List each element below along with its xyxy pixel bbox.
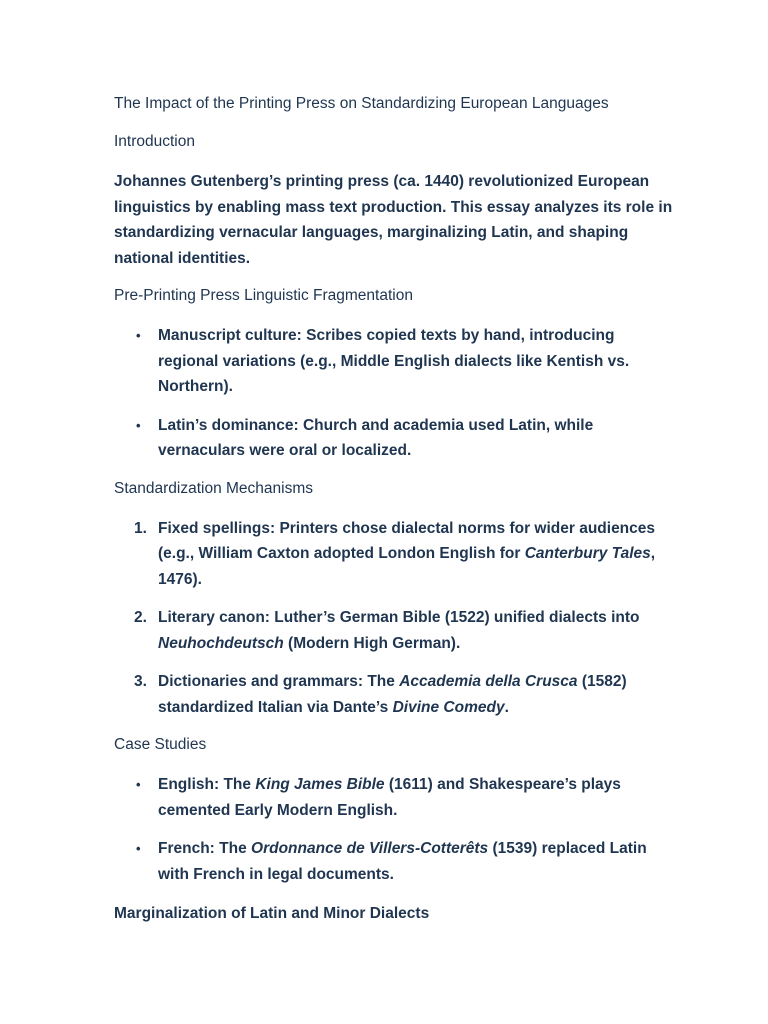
list-item-italic: King James Bible	[255, 776, 385, 793]
list-item-text-end: , 1476).	[158, 545, 656, 588]
list-item-italic: Accademia della Crusca	[399, 673, 578, 690]
list-item	[114, 772, 674, 823]
list-item-text-mid: (1582) standardized Italian via Dante’s	[158, 673, 627, 716]
intro-heading: Introduction	[114, 133, 195, 150]
case-studies-heading: Case Studies	[114, 736, 207, 753]
list-item-text: French: The	[158, 840, 252, 857]
list-item-italic: Canterbury Tales	[524, 545, 651, 562]
bullet-marker: •	[136, 417, 141, 433]
list-number: 2.	[134, 609, 147, 626]
list-item	[114, 516, 674, 593]
list-item	[114, 413, 674, 464]
list-item	[114, 836, 674, 887]
fragmentation-heading: Pre-Printing Press Linguistic Fragmentation	[114, 287, 413, 304]
bullet-marker: •	[136, 841, 141, 856]
list-item-text: English: The	[158, 776, 256, 793]
list-item-text: Literary canon: Luther’s German Bible (1522) unified dialects into	[158, 609, 640, 626]
list-item	[114, 605, 674, 656]
bullet-marker: •	[136, 328, 141, 343]
intro-paragraph: Johannes Gutenberg’s printing press (ca. 1440) revolutionized European linguistics by enabling mass text production. This essay analyzes its role in standardizing vernacular languages, marginalizing Latin, and shaping national identities.	[114, 173, 673, 267]
fragmentation-list	[114, 323, 674, 464]
case-studies-list	[114, 772, 674, 887]
list-item-text: Manuscript culture: Scribes copied texts by hand, introducing regional variations (e.g., Middle English dialects like Kentish vs. Northern).	[158, 327, 630, 395]
list-item-text-end: .	[504, 698, 509, 716]
list-item-text-end: (1611) and Shakespeare’s plays cemented Early Modern English.	[158, 776, 621, 819]
list-item	[114, 669, 674, 720]
list-item-text-end: (Modern High German).	[283, 634, 461, 652]
marginalization-heading: Marginalization of Latin and Minor Dialects	[114, 905, 430, 922]
list-item-italic-2: Divine Comedy	[392, 698, 505, 716]
mechanisms-list	[114, 516, 674, 721]
list-item-text: Dictionaries and grammars: The	[158, 673, 400, 690]
document-page	[114, 93, 674, 940]
list-item-text-end: (1539) replaced Latin with French in legal documents.	[158, 840, 647, 883]
bullet-marker: •	[136, 777, 141, 792]
list-number: 1.	[134, 519, 147, 537]
list-number: 3.	[134, 673, 147, 690]
document-title: The Impact of the Printing Press on Standardizing European Languages	[114, 95, 609, 112]
list-item	[114, 323, 674, 400]
list-item-text: Latin’s dominance: Church and academia used Latin, while vernaculars were oral or localized.	[158, 416, 594, 459]
mechanisms-heading: Standardization Mechanisms	[114, 479, 314, 497]
list-item-text: Fixed spellings: Printers chose dialectal norms for wider audiences (e.g., William Caxton adopted London English for	[158, 519, 656, 562]
list-item-italic: Neuhochdeutsch	[158, 634, 284, 652]
list-item-italic: Ordonnance de Villers-Cotterêts	[251, 840, 489, 857]
